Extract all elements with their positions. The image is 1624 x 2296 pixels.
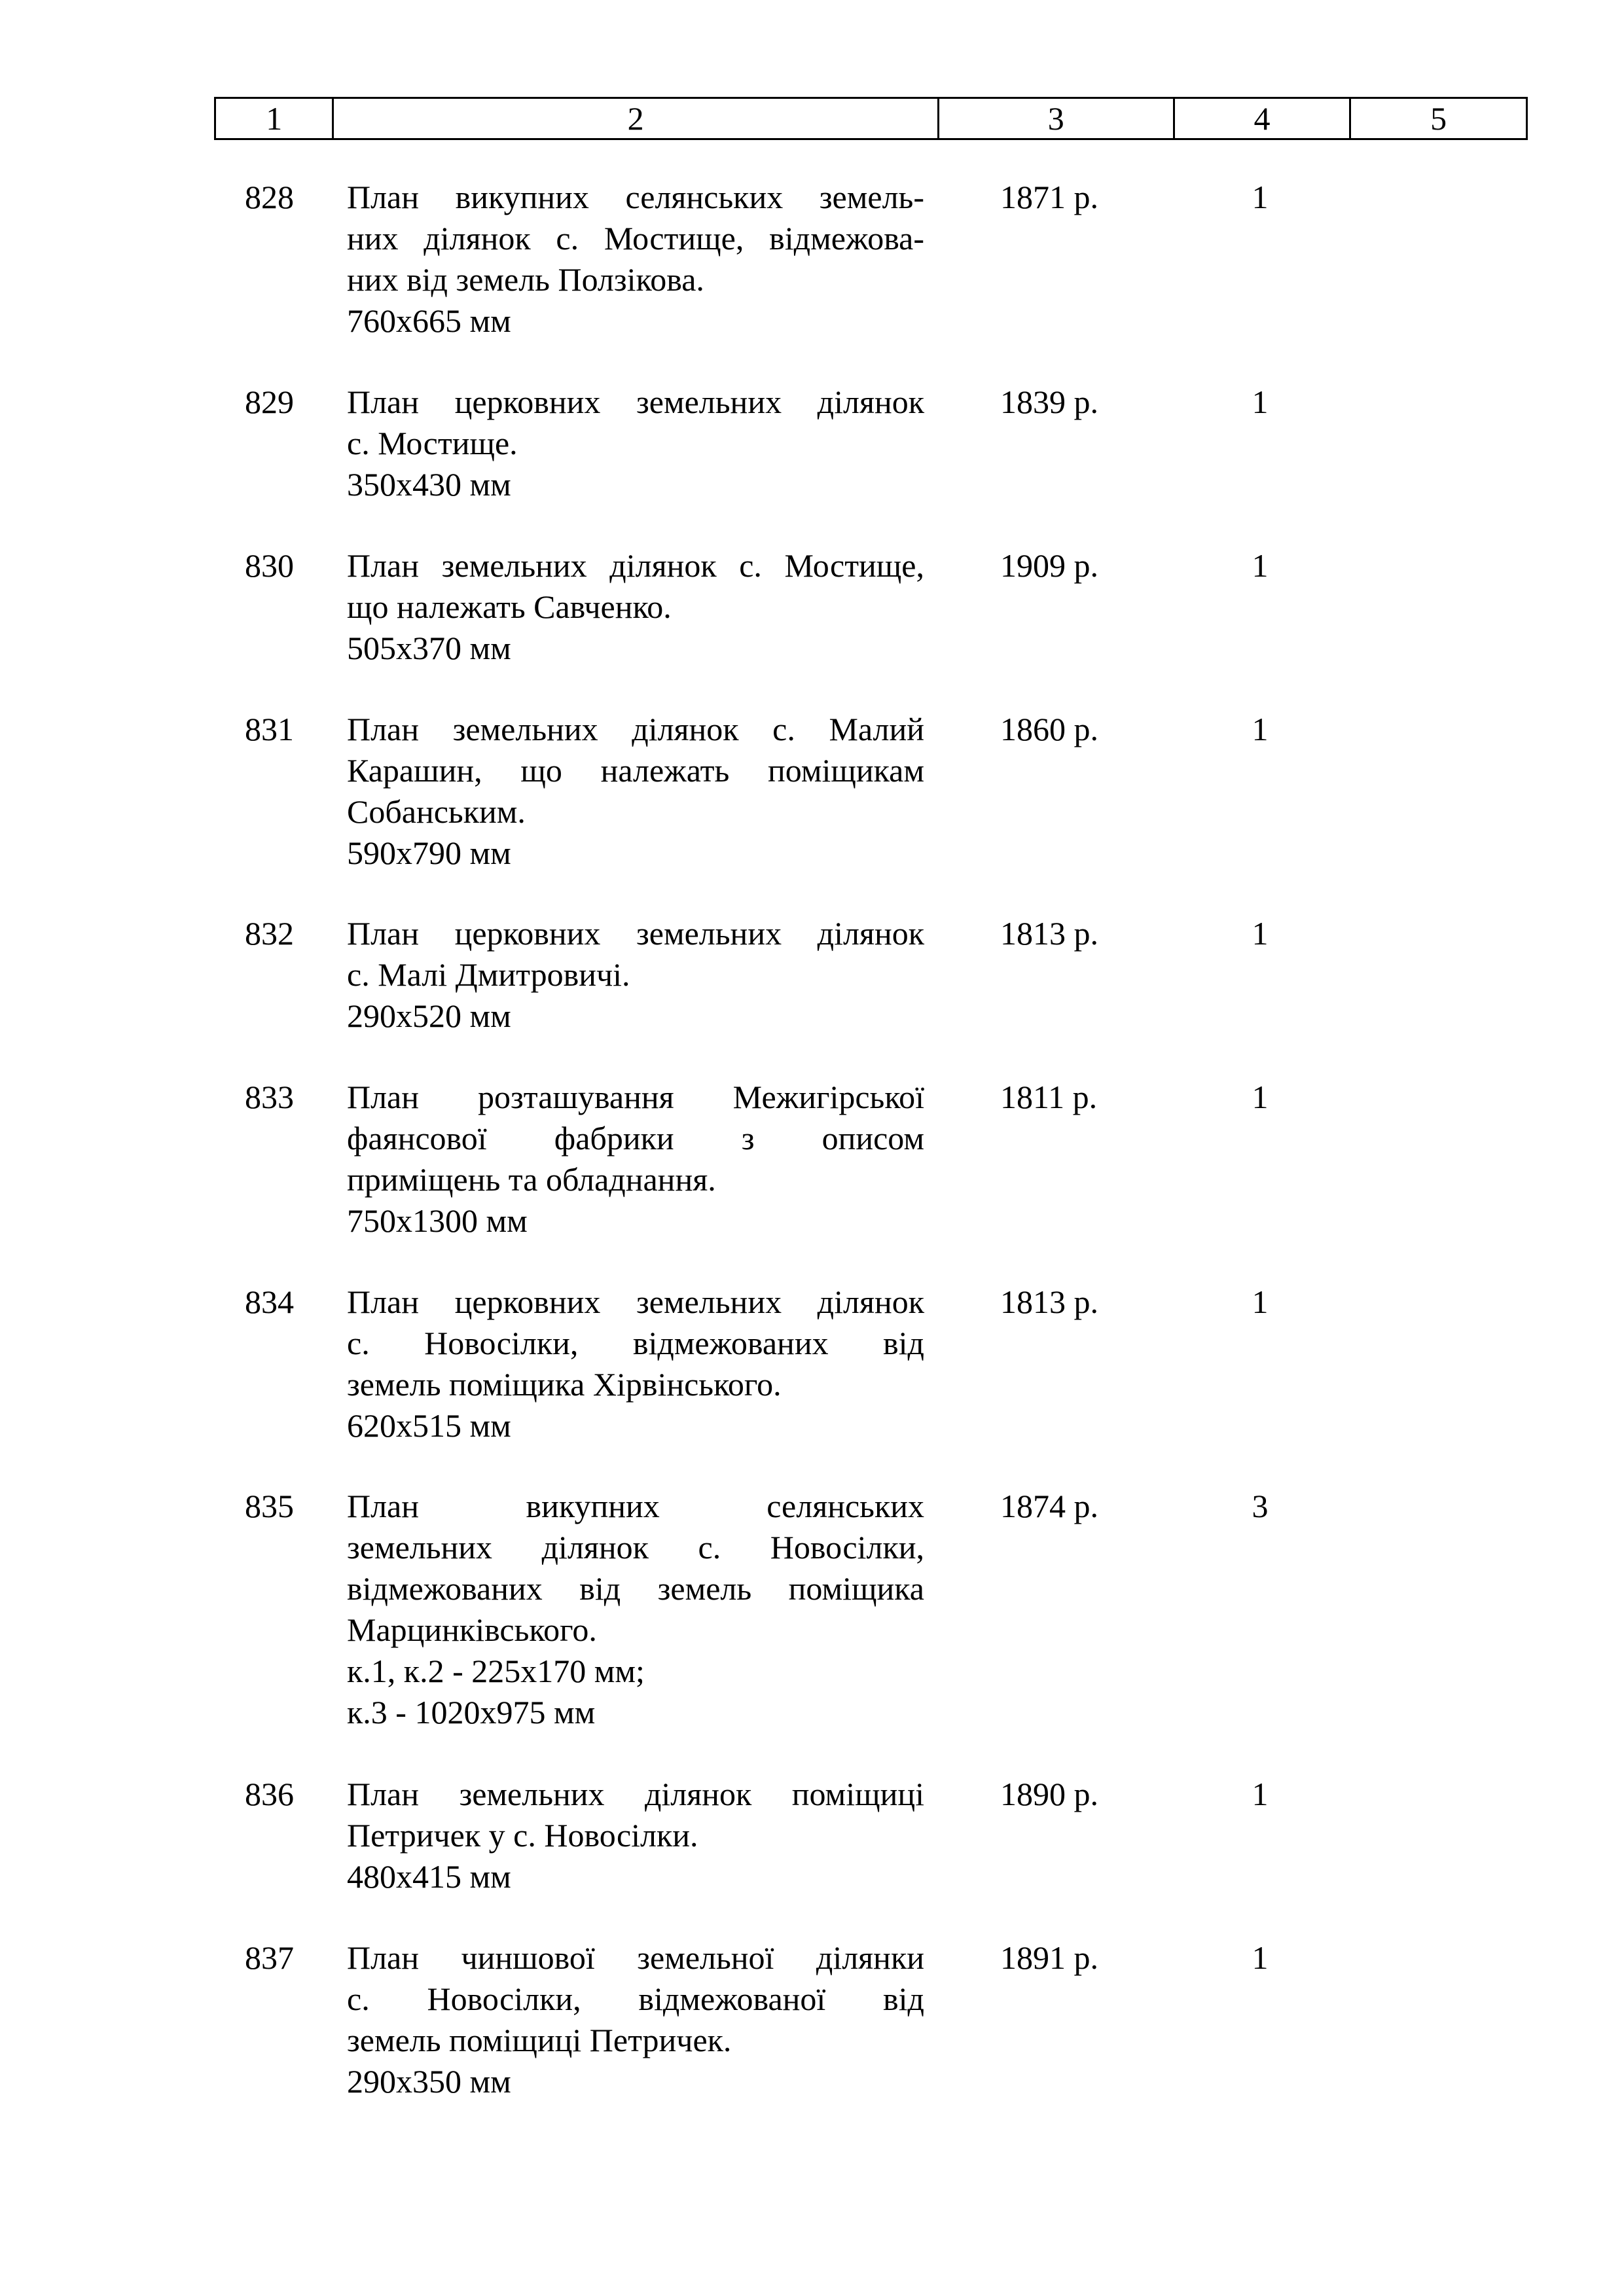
column-header-4: 4	[1174, 98, 1350, 139]
entry-quantity: 1	[1252, 915, 1269, 952]
description-line: земель поміщиці Петричек.	[347, 2022, 732, 2058]
description-line: План викупних селянських земель-	[347, 179, 924, 215]
entry-quantity: 1	[1252, 179, 1269, 215]
entry-year: 1813 р.	[1000, 1283, 1098, 1320]
entry-quantity: 1	[1252, 547, 1269, 584]
description-line: с. Новосілки, відмежованої від	[347, 1981, 924, 2017]
description-line: них від земель Ползікова.	[347, 261, 704, 298]
description-line: с. Малі Дмитровичі.	[347, 956, 630, 993]
entry-year: 1811 р.	[1000, 1079, 1098, 1115]
description-line: Марцинківського.	[347, 1611, 597, 1648]
entry-number: 832	[245, 915, 294, 952]
description-line: 350х430 мм	[347, 466, 511, 503]
entry-year: 1891 р.	[1000, 1939, 1098, 1976]
description-line: 505х370 мм	[347, 630, 511, 666]
description-line: фаянсової фабрики з описом	[347, 1120, 924, 1157]
column-header-5: 5	[1350, 98, 1527, 139]
entry-year: 1839 р.	[1000, 384, 1098, 420]
description-line: План земельних ділянок поміщиці	[347, 1776, 924, 1812]
description-line: 760х665 мм	[347, 302, 511, 339]
description-line: к.1, к.2 - 225х170 мм;	[347, 1653, 645, 1689]
entry-number: 837	[245, 1939, 294, 1976]
description-line: с. Мостище.	[347, 425, 518, 461]
description-line: с. Новосілки, відмежованих від	[347, 1325, 924, 1361]
entry-description	[347, 1937, 924, 2102]
description-line: 290х520 мм	[347, 997, 511, 1034]
description-line: Собанським.	[347, 793, 526, 830]
description-line: 480х415 мм	[347, 1858, 511, 1895]
description-line: План земельних ділянок с. Мостище,	[347, 547, 924, 584]
entry-quantity: 3	[1252, 1488, 1269, 1524]
column-header-2: 2	[333, 98, 938, 139]
description-line: відмежованих від земель поміщика	[347, 1570, 924, 1607]
entry-quantity: 1	[1252, 711, 1269, 747]
entry-description	[347, 1282, 924, 1446]
description-line: земель поміщика Хірвінського.	[347, 1366, 782, 1403]
description-line: 750х1300 мм	[347, 1202, 528, 1239]
description-line: План церковних земельних ділянок	[347, 915, 924, 952]
description-line: що належать Савченко.	[347, 588, 672, 625]
entry-description	[347, 545, 924, 669]
entry-number: 828	[245, 179, 294, 215]
description-line: План земельних ділянок с. Малий	[347, 711, 924, 747]
description-line: 290х350 мм	[347, 2063, 511, 2100]
entry-number: 829	[245, 384, 294, 420]
entry-number: 836	[245, 1776, 294, 1812]
entry-description	[347, 382, 924, 505]
entry-number: 833	[245, 1079, 294, 1115]
entry-description	[347, 177, 924, 342]
description-line: приміщень та обладнання.	[347, 1161, 716, 1198]
description-line: 620х515 мм	[347, 1407, 511, 1444]
description-line: них ділянок с. Мостище, відмежова-	[347, 220, 924, 257]
entry-year: 1909 р.	[1000, 547, 1098, 584]
entry-year: 1890 р.	[1000, 1776, 1098, 1812]
entry-description	[347, 1486, 924, 1733]
entry-year: 1860 р.	[1000, 711, 1098, 747]
entry-quantity: 1	[1252, 1939, 1269, 1976]
description-line: План викупних селянських	[347, 1488, 924, 1524]
entry-number: 834	[245, 1283, 294, 1320]
entry-description	[347, 913, 924, 1037]
column-header-1: 1	[215, 98, 333, 139]
entry-quantity: 1	[1252, 1079, 1269, 1115]
entry-quantity: 1	[1252, 384, 1269, 420]
column-header-3: 3	[938, 98, 1174, 139]
description-line: земельних ділянок с. Новосілки,	[347, 1529, 924, 1566]
entry-quantity: 1	[1252, 1283, 1269, 1320]
description-line: План розташування Межигірської	[347, 1079, 924, 1115]
entry-description	[347, 1774, 924, 1897]
description-line: План чиншової земельної ділянки	[347, 1939, 924, 1976]
column-header-row	[215, 98, 1527, 139]
entry-quantity: 1	[1252, 1776, 1269, 1812]
description-line: Петричек у с. Новосілки.	[347, 1817, 698, 1854]
entry-year: 1871 р.	[1000, 179, 1098, 215]
description-line: План церковних земельних ділянок	[347, 1283, 924, 1320]
entry-year: 1874 р.	[1000, 1488, 1098, 1524]
description-line: Карашин, що належать поміщикам	[347, 752, 924, 789]
description-line: 590х790 мм	[347, 834, 511, 871]
column-header-table	[214, 97, 1528, 140]
entry-description	[347, 1077, 924, 1242]
entry-number: 835	[245, 1488, 294, 1524]
entry-year: 1813 р.	[1000, 915, 1098, 952]
description-line: к.3 - 1020х975 мм	[347, 1694, 596, 1731]
entry-number: 830	[245, 547, 294, 584]
description-line: План церковних земельних ділянок	[347, 384, 924, 420]
entry-description	[347, 709, 924, 874]
entry-number: 831	[245, 711, 294, 747]
